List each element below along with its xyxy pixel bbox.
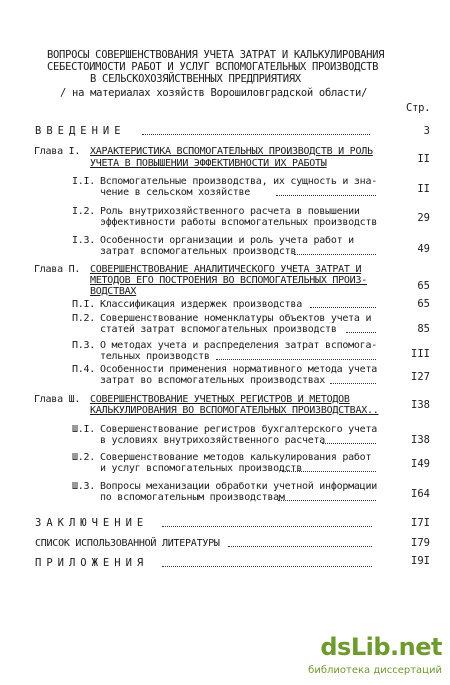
toc-intro-page: 3: [423, 125, 430, 137]
toc-1-1-leader: [276, 195, 376, 196]
toc-ch3-title-line-2: КАЛЬКУЛИРОВАНИЯ ВО ВСПОМОГАТЕЛЬНЫХ ПРОИЗВОДСТВАХ..: [90, 405, 379, 416]
toc-intro-label: ВВЕДЕНИЕ: [35, 125, 126, 137]
toc-conclusion-leader: [162, 526, 372, 527]
watermark: [308, 633, 442, 679]
toc-3-1-page: I38: [411, 434, 430, 446]
toc-2-2-page: 85: [417, 323, 430, 335]
toc-2-1-leader: [310, 307, 376, 308]
toc-intro-leader: [142, 134, 370, 135]
toc-1-3-leader: [294, 254, 376, 255]
toc-3-3-line-2: по вспомогательным производствам: [100, 492, 285, 503]
toc-3-3-number: Ш.3.: [72, 481, 96, 492]
toc-ch2-title-line-1: СОВЕРШЕНСТВОВАНИЕ АНАЛИТИЧЕСКОГО УЧЕТА ЗАТРАТ И: [90, 264, 362, 275]
toc-2-1-line-1: Классификация издержек производства: [100, 299, 302, 310]
toc-1-2-number: I.2.: [72, 206, 96, 217]
toc-3-3-leader: [278, 500, 376, 501]
toc-ch1-title-line-1: ХАРАКТЕРИСТИКА ВСПОМОГАТЕЛЬНЫХ ПРОИЗВОДСТВ И РОЛЬ: [90, 146, 373, 157]
toc-2-4-leader: [330, 383, 376, 384]
title-subtitle: / на материалах хозяйств Ворошиловградской области/: [60, 87, 368, 99]
toc-3-3-line-1: Вопросы механизации обработки учетной информации: [100, 481, 377, 492]
toc-2-4-number: П.4.: [72, 364, 96, 375]
toc-2-2-line-2: статей затрат вспомогательных производств: [100, 324, 337, 335]
toc-appendix-label: ПРИЛОЖЕНИЯ: [35, 557, 149, 569]
toc-3-3-page: I64: [411, 488, 430, 500]
watermark-caption: библиотека диссертаций: [308, 665, 442, 676]
toc-1-3-line-1: Особенности организации и роль учета работ и: [100, 235, 354, 246]
toc-ch1-title-line-2: УЧЕТА В ПОВЫШЕНИИ ЭФФЕКТИВНОСТИ ИХ РАБОТЫ: [90, 158, 327, 169]
toc-2-3-line-2: тельных производств: [100, 351, 210, 362]
toc-ch2-title-line-2: МЕТОДОВ ЕГО ПОСТРОЕНИЯ ВО ВСПОМОГАТЕЛЬНЫХ ПРОИЗ-: [90, 275, 367, 286]
toc-2-4-line-1: Особенности применения нормативного метода учета: [100, 364, 377, 375]
toc-3-2-leader: [282, 471, 376, 472]
toc-2-3-line-1: О методах учета и распределения затрат вспомога-: [100, 340, 377, 351]
toc-1-2-line-1: Роль внутрихозяйственного расчета в повышении: [100, 206, 360, 217]
toc-1-1-number: I.I.: [72, 176, 96, 187]
toc-conclusion-label: ЗАКЛЮЧЕНИЕ: [35, 517, 149, 529]
toc-1-3-number: I.3.: [72, 235, 96, 246]
page-column-header: Стр.: [406, 102, 431, 114]
toc-literature-label: СПИСОК ИСПОЛЬЗОВАННОЙ ЛИТЕРАТУРЫ: [35, 538, 220, 549]
toc-3-2-number: Ш.2.: [72, 452, 96, 463]
title-line-2: СЕБЕСТОИМОСТИ РАБОТ И УСЛУГ ВСПОМОГАТЕЛЬНЫХ ПРОИЗВОДСТВ: [47, 61, 379, 73]
toc-2-4-page: I27: [411, 371, 430, 383]
toc-3-2-line-2: и услуг вспомогательных производств: [100, 463, 302, 474]
toc-2-2-number: П.2.: [72, 313, 96, 324]
toc-2-1-number: П.I.: [72, 299, 96, 310]
toc-appendix-page: I9I: [411, 555, 430, 567]
toc-2-4-line-2: затрат во вспомогательных производствах: [100, 375, 326, 386]
toc-3-1-line-1: Совершенствование регистров бухгалтерского учета: [100, 424, 377, 435]
toc-1-2-page: 29: [417, 212, 430, 224]
toc-ch2-title-line-3: ВОДСТВАХ: [90, 286, 137, 297]
toc-ch1-number: Глава I.: [34, 146, 81, 157]
toc-ch3-page: I38: [411, 399, 430, 411]
toc-ch2-page: 65: [417, 280, 430, 292]
toc-3-1-line-2: в условиях внутрихозяйственного расчета: [100, 435, 326, 446]
toc-3-2-page: I49: [411, 458, 430, 470]
toc-1-1-line-1: Вспомогательные производства, их сущность и зна-: [100, 176, 377, 187]
toc-2-3-leader: [216, 359, 376, 360]
toc-2-2-line-1: Совершенствование номенклатуры объектов учета и: [100, 313, 372, 324]
toc-2-3-number: П.3.: [72, 340, 96, 351]
title-line-3: В СЕЛЬСКОХОЗЯЙСТВЕННЫХ ПРЕДПРИЯТИЯХ: [90, 73, 301, 85]
toc-1-1-page: II: [417, 183, 430, 195]
toc-conclusion-page: I7I: [411, 517, 430, 529]
toc-3-1-leader: [322, 443, 376, 444]
toc-ch3-title-line-1: СОВЕРШЕНСТВОВАНИЕ УЧЕТНЫХ РЕГИСТРОВ И МЕТОДОВ: [90, 394, 350, 405]
toc-2-2-leader: [346, 332, 376, 333]
toc-1-3-page: 49: [417, 243, 430, 255]
toc-3-1-number: Ш.I.: [72, 424, 96, 435]
toc-literature-page: I79: [411, 537, 430, 549]
toc-appendix-leader: [162, 566, 372, 567]
toc-1-2-line-2: эффективности работы вспомогательных производств: [100, 217, 377, 228]
toc-1-3-line-2: затрат вспомогательных производств: [100, 246, 297, 257]
toc-3-2-line-1: Совершенствование методов калькулирования работ: [100, 452, 372, 463]
toc-ch3-number: Глава Ш.: [34, 394, 81, 405]
toc-2-1-page: 65: [417, 298, 430, 310]
toc-2-3-page: III: [411, 348, 430, 360]
toc-ch2-number: Глава П.: [34, 264, 81, 275]
toc-literature-leader: [228, 546, 372, 547]
title-line-1: ВОПРОСЫ СОВЕРШЕНСТВОВАНИЯ УЧЕТА ЗАТРАТ И КАЛЬКУЛИРОВАНИЯ: [47, 49, 385, 61]
toc-ch1-page: II: [417, 153, 430, 165]
watermark-logo: dsLib.net: [320, 633, 442, 661]
toc-1-1-line-2: чение в сельском хозяйстве: [100, 187, 251, 198]
